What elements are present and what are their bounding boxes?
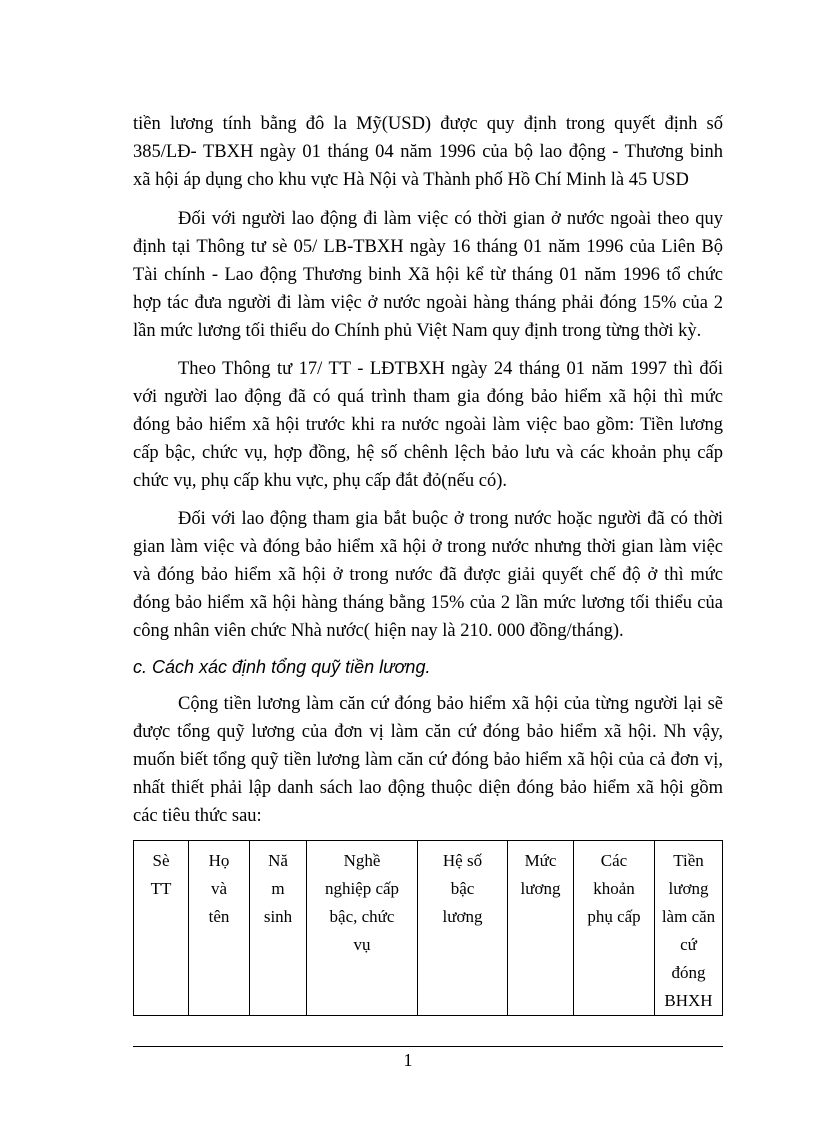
header-text: và bbox=[210, 879, 228, 898]
text-line: đóng bảo hiểm xã hội trước khi ra nước ngoài làm việc bao gồm: Tiền lương bbox=[133, 415, 723, 435]
text-line: các tiêu thức sau: bbox=[133, 806, 262, 826]
header-text: nghiệp cấp bbox=[324, 879, 400, 898]
text-line: nhất thiết phải lập danh sách lao động thuộc diện đóng bảo hiểm xã hội gồm bbox=[133, 778, 723, 798]
paragraph-1 bbox=[133, 110, 723, 194]
column-header-stt bbox=[134, 841, 189, 1016]
paragraph-4 bbox=[133, 505, 723, 645]
paragraph-3 bbox=[133, 355, 723, 495]
text-line: tiền lương tính bằng đô la Mỹ(USD) được quy định trong quyết định số bbox=[133, 114, 723, 134]
text-line: muốn biết tổng quỹ tiền lương làm căn cứ đóng bảo hiểm xã hội của cả đơn vị, bbox=[133, 750, 723, 770]
column-header-salary-coefficient bbox=[418, 841, 508, 1016]
header-text: Sè bbox=[152, 851, 170, 870]
text-line: Đối với lao động tham gia bắt buộc ở trong nước hoặc người đã có thời bbox=[178, 509, 723, 529]
header-text: tên bbox=[208, 907, 230, 926]
column-header-occupation bbox=[307, 841, 418, 1016]
header-text: Hệ số bbox=[442, 851, 483, 870]
text-line: Theo Thông tư 17/ TT - LĐTBXH ngày 24 tháng 01 năm 1997 thì đối bbox=[178, 359, 723, 379]
footer-divider bbox=[133, 1046, 723, 1047]
column-header-allowances bbox=[574, 841, 655, 1016]
text-line: công nhân viên chức Nhà nước( hiện nay là 210. 000 đồng/tháng). bbox=[133, 621, 624, 641]
header-text: m bbox=[271, 879, 285, 898]
text-line: lần mức lương tối thiểu do Chính phủ Việt Nam quy định trong từng thời kỳ. bbox=[133, 321, 702, 341]
text-line: 385/LĐ- TBXH ngày 01 tháng 04 năm 1996 của bộ lao động - Thương binh bbox=[133, 142, 723, 162]
paragraph-5 bbox=[133, 690, 723, 830]
column-header-name bbox=[189, 841, 250, 1016]
column-header-salary bbox=[508, 841, 574, 1016]
header-text: Mức bbox=[524, 851, 557, 870]
header-text: lương bbox=[520, 879, 561, 898]
header-text: Họ bbox=[208, 851, 230, 870]
paragraph-2 bbox=[133, 205, 723, 345]
header-text: khoản bbox=[593, 879, 635, 898]
header-text: làm căn cứ bbox=[661, 907, 716, 954]
header-text: Các bbox=[600, 851, 628, 870]
employee-table bbox=[133, 840, 723, 1016]
page-number: 1 bbox=[403, 1050, 413, 1070]
text-line: đóng bảo hiểm xã hội hàng tháng bằng 15% của 2 lần mức lương tối thiểu của bbox=[133, 593, 723, 613]
header-text: bậc, chức bbox=[329, 907, 395, 926]
header-text: TT bbox=[150, 879, 172, 898]
column-header-insured-salary bbox=[655, 841, 723, 1016]
column-header-birth-year bbox=[250, 841, 307, 1016]
table-header-row bbox=[134, 841, 723, 1016]
text-line: với người lao động đã có quá trình tham gia đóng bảo hiểm xã hội thì mức bbox=[133, 387, 723, 407]
text-line: và đóng bảo hiểm xã hội ở trong nước đã được giải quyết chế độ ở thì mức bbox=[133, 565, 723, 585]
header-text: bậc bbox=[450, 879, 475, 898]
header-text: vụ bbox=[353, 935, 371, 954]
section-heading: c. Cách xác định tổng quỹ tiền lương. bbox=[133, 657, 431, 677]
header-text: sinh bbox=[263, 907, 293, 926]
text-line: Đối với người lao động đi làm việc có thời gian ở nước ngoài theo quy bbox=[178, 209, 723, 229]
text-line: Tài chính - Lao động Thương binh Xã hội kể từ tháng 01 năm 1996 tổ chức bbox=[133, 265, 723, 285]
text-line: hợp tác đưa người đi làm việc ở nước ngoài hàng tháng phải đóng 15% của 2 bbox=[133, 293, 723, 313]
text-line: xã hội áp dụng cho khu vực Hà Nội và Thành phố Hồ Chí Minh là 45 USD bbox=[133, 170, 689, 190]
header-text: đóng BHXH bbox=[664, 963, 713, 1010]
header-text: phụ cấp bbox=[587, 907, 641, 926]
header-text: Nghề bbox=[343, 851, 381, 870]
text-line: gian làm việc và đóng bảo hiểm xã hội ở trong nước nhưng thời gian làm việc bbox=[133, 537, 723, 557]
header-text: lương bbox=[442, 907, 483, 926]
text-line: cấp bậc, chức vụ, hợp đồng, hệ số chênh lệch bảo lưu và các khoản phụ cấp bbox=[133, 443, 723, 463]
text-line: định tại Thông tư sè 05/ LB-TBXH ngày 16 tháng 01 năm 1996 của Liên Bộ bbox=[133, 237, 723, 257]
text-line: được tổng quỹ lương của đơn vị làm căn cứ đóng bảo hiểm xã hội. Nh vậy, bbox=[133, 722, 723, 742]
text-line: Cộng tiền lương làm căn cứ đóng bảo hiểm xã hội của từng người lại sẽ bbox=[178, 694, 723, 714]
header-text: Nă bbox=[268, 851, 288, 870]
text-line: chức vụ, phụ cấp khu vực, phụ cấp đắt đỏ(nếu có). bbox=[133, 471, 508, 491]
header-text: Tiền lương bbox=[668, 851, 709, 898]
